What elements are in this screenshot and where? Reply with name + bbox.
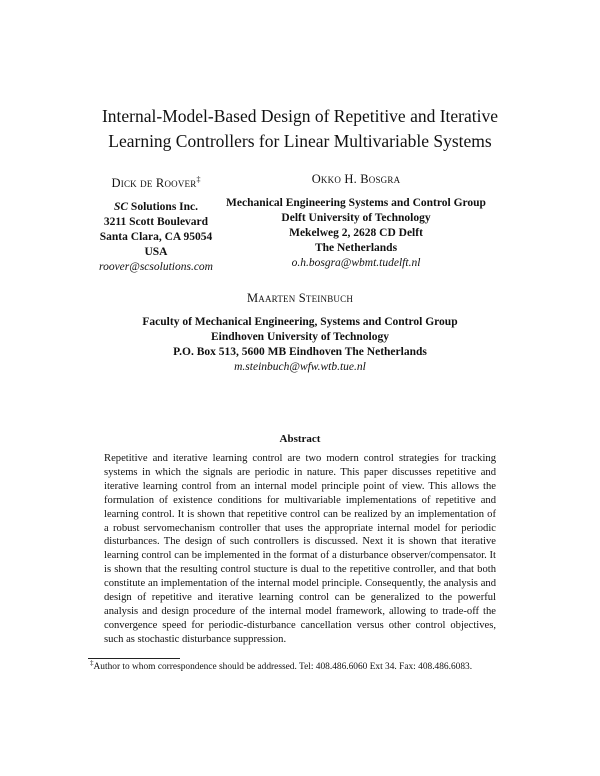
author-name: Dick de Roover <box>111 175 197 190</box>
address-line: Delft University of Technology <box>281 212 431 224</box>
address-line: Eindhoven University of Technology <box>211 331 389 343</box>
author-name: Maarten Steinbuch <box>246 291 354 305</box>
author-email[interactable]: roover@scsolutions.com <box>99 260 213 273</box>
author-org <box>72 200 240 215</box>
footnote-text: Author to whom correspondence should be addressed. Tel: 408.486.6060 Ext 34. Fax: 408.486.6083. <box>93 662 473 673</box>
address-line: 3211 Scott Boulevard <box>103 215 209 228</box>
author-block-bosgra <box>216 172 496 271</box>
abstract-body: Repetitive and iterative learning control are two modern control strategies for tracking systems in which the signals are periodic in nature. This paper discusses repetitive and iterative learning control from an internal model principle point of view. This allows the formulation of existence conditions for multivariable implementations of repetitive and learning control. It is shown that repetitive control can be realized by an implementation of a robust servomechanism controller that uses the appropriate internal model for periodic disturbances. The design of such controllers is discussed. Next it is shown that iterative learning control can be implemented in the format of a disturbance observer/compensator. It is shown that the resulting control stucture is dual to the repetitive controller, and that both constitute an implementation of the internal model principle. Consequently, the analysis and design of repetitive and iterative learning control can be generalized to the powerful analysis and design procedure of the internal model framework, allowing to trade-off the convergence speed for periodic-disturbance cancellation versus other control objectives, such as stochastic disturbance suppression. <box>104 453 496 645</box>
title-line-2: Learning Controllers for Linear Multivariable Systems <box>108 131 492 151</box>
author-email[interactable]: o.h.bosgra@wbmt.tudelft.nl <box>291 257 421 269</box>
address-line: Faculty of Mechanical Engineering, Systems and Control Group <box>142 316 458 328</box>
title-line-1: Internal-Model-Based Design of Repetitive and Iterative <box>101 106 499 126</box>
correspondence-mark: ‡ <box>196 175 201 184</box>
abstract-heading: Abstract <box>279 433 321 445</box>
footnote <box>90 659 472 672</box>
author-name: Okko H. Bosgra <box>311 172 401 186</box>
author-block-roover <box>72 172 240 275</box>
author-email[interactable]: m.steinbuch@wfw.wtb.tue.nl <box>234 361 366 373</box>
address-line: Mekelweg 2, 2628 CD Delft <box>289 227 423 239</box>
address-line: USA <box>144 245 168 258</box>
address-line: Mechanical Engineering Systems and Control Group <box>226 197 486 209</box>
org-italic: SC <box>113 200 129 213</box>
address-line: Santa Clara, CA 95054 <box>99 230 213 243</box>
paper-title <box>0 104 600 154</box>
author-block-steinbuch <box>80 291 520 375</box>
address-line: P.O. Box 513, 5600 MB Eindhoven The Netherlands <box>173 346 427 358</box>
org-rest: Solutions Inc. <box>128 200 199 213</box>
address-line: The Netherlands <box>314 242 398 254</box>
footnote-mark: ‡ <box>90 659 94 667</box>
